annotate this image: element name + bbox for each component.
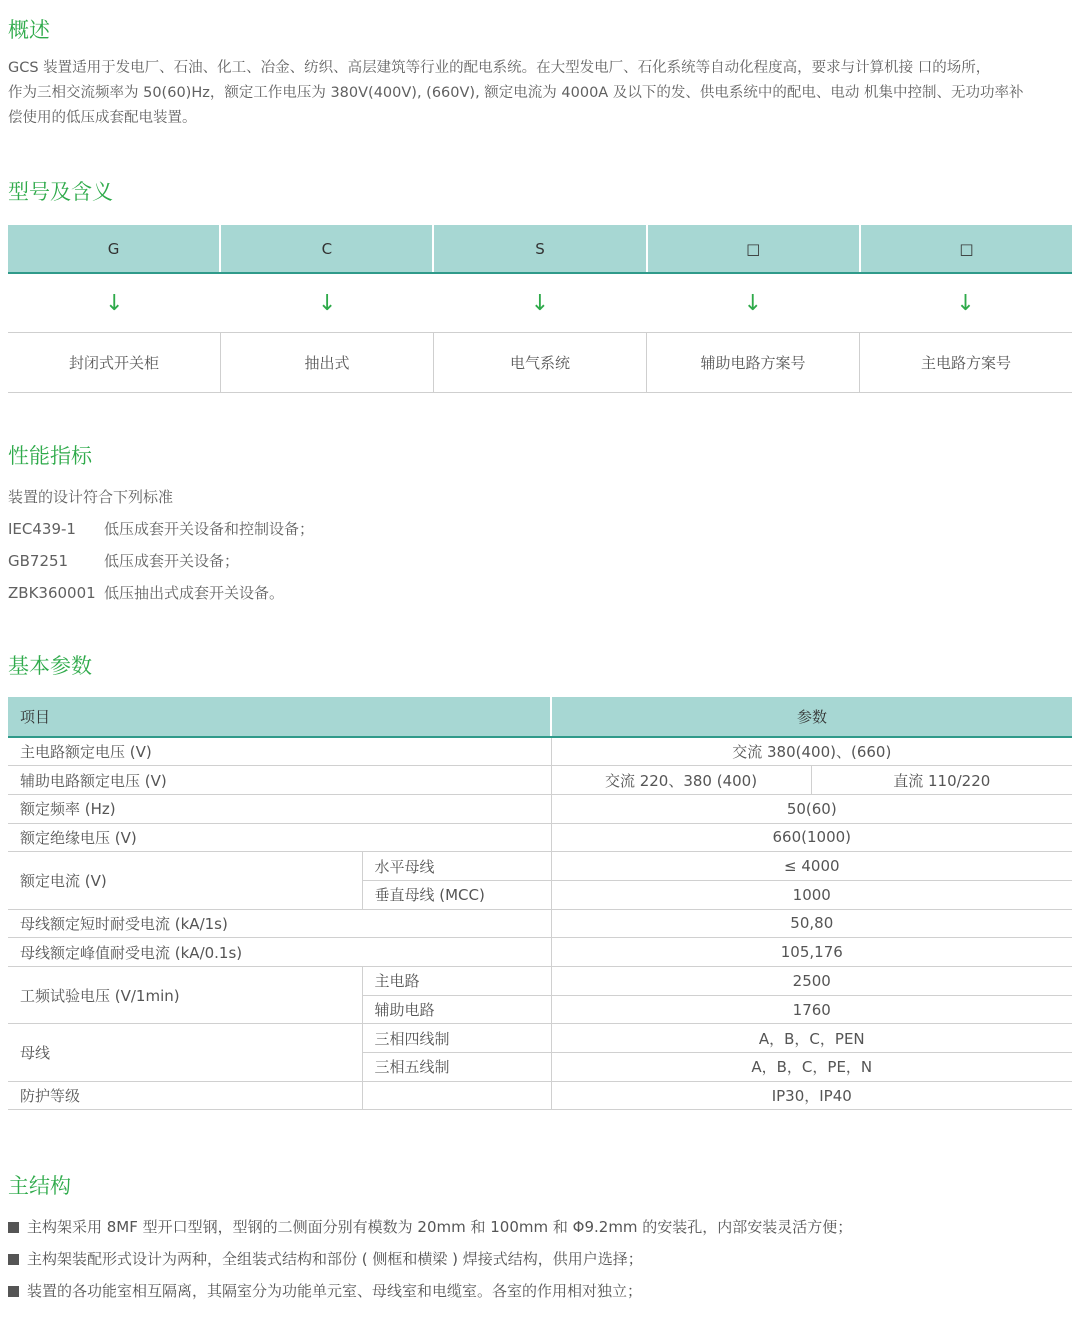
model-meaning-3: 电气系统 — [434, 333, 647, 392]
row-label: 防护等级 — [8, 1081, 362, 1110]
row-label: 母线额定短时耐受电流 (kA/1s) — [8, 909, 551, 938]
row-value: 1760 — [551, 995, 1072, 1024]
table-row — [8, 823, 1072, 852]
row-value: 105,176 — [551, 938, 1072, 967]
list-item-text: 主构架装配形式设计为两种，全组装式结构和部份 ( 侧框和横梁 ) 焊接式结构，供用户选择； — [27, 1250, 643, 1268]
arrow-down-icon: ↓ — [105, 290, 124, 316]
model-title: 型号及含义 — [8, 180, 113, 204]
arrow-down-icon: ↓ — [530, 290, 550, 316]
row-sublabel: 主电路 — [362, 967, 551, 996]
model-meaning-4: 辅助电路方案号 — [647, 333, 860, 392]
standard-text: 低压抽出式成套开关设备。 — [104, 584, 285, 602]
row-value: A，B，C，PEN — [551, 1024, 1072, 1053]
overview-line-3: 偿使用的低压成套配电装置。 — [8, 110, 197, 126]
arrow-down-icon: ↓ — [956, 290, 975, 316]
row-label: 辅助电路额定电压 (V) — [8, 766, 551, 795]
model-meaning-1: 封闭式开关柜 — [8, 333, 221, 392]
arrow-down-icon: ↓ — [743, 290, 762, 316]
params-header-value: 参数 — [551, 697, 1072, 737]
row-value: 2500 — [551, 967, 1072, 996]
square-bullet-icon — [8, 1286, 19, 1297]
row-label: 母线 — [8, 1024, 362, 1081]
row-value: 50,80 — [551, 909, 1072, 938]
overview-line-1: GCS 装置适用于发电厂、石油、化工、冶金、纺织、高层建筑等行业的配电系统。在大型发电厂、石化系统等自动化程度高，要求与计算机接 口的场所， — [8, 60, 991, 76]
standard-code: ZBK360001 — [8, 584, 96, 602]
standard-item — [8, 550, 239, 571]
row-label: 额定绝缘电压 (V) — [8, 823, 551, 852]
standard-code: IEC439-1 — [8, 520, 76, 538]
params-title: 基本参数 — [8, 654, 92, 678]
row-label: 额定频率 (Hz) — [8, 794, 551, 823]
row-sublabel: 垂直母线 (MCC) — [362, 880, 551, 909]
list-item-text: 装置的各功能室相互隔离，其隔室分为功能单元室、母线室和电缆室。各室的作用相对独立； — [27, 1282, 643, 1300]
row-label: 母线额定峰值耐受电流 (kA/0.1s) — [8, 938, 551, 967]
row-sublabel: 三相四线制 — [362, 1024, 551, 1053]
row-sublabel-empty — [362, 1081, 551, 1110]
performance-title: 性能指标 — [8, 444, 92, 468]
row-label: 主电路额定电压 (V) — [8, 737, 551, 766]
table-row — [8, 794, 1072, 823]
row-value: 1000 — [551, 880, 1072, 909]
row-label: 工频试验电压 (V/1min) — [8, 967, 362, 1024]
row-label: 额定电流 (V) — [8, 852, 362, 909]
overview-title: 概述 — [8, 18, 50, 42]
model-code-g: G — [8, 225, 221, 272]
standard-item — [8, 518, 314, 539]
row-value: ≤ 4000 — [551, 852, 1072, 881]
table-row — [8, 909, 1072, 938]
arrow-down-icon: ↓ — [317, 290, 337, 316]
standard-text: 低压成套开关设备和控制设备； — [104, 520, 315, 538]
overview-text — [8, 56, 1074, 131]
params-header-row — [8, 697, 1072, 737]
model-meaning-row — [8, 333, 1072, 393]
row-value: 交流 380(400)、(660) — [551, 737, 1072, 766]
model-code-row — [8, 225, 1072, 274]
list-item — [8, 1280, 642, 1301]
table-row — [8, 1024, 1072, 1053]
row-sublabel: 水平母线 — [362, 852, 551, 881]
list-item-text: 主构架采用 8MF 型开口型钢，型钢的二侧面分别有模数为 20mm 和 100mm 和 Φ9.2mm 的安装孔，内部安装灵活方便； — [27, 1218, 853, 1236]
table-row — [8, 967, 1072, 996]
model-code-c: C — [221, 225, 434, 272]
square-bullet-icon — [8, 1222, 19, 1233]
model-table — [8, 225, 1072, 391]
standard-code: GB7251 — [8, 552, 69, 570]
row-value: 660(1000) — [551, 823, 1072, 852]
model-code-box-aux: □ — [648, 225, 861, 272]
row-sublabel: 辅助电路 — [362, 995, 551, 1024]
square-bullet-icon — [8, 1254, 19, 1265]
model-meaning-5: 主电路方案号 — [920, 354, 1011, 372]
row-value: A，B，C，PE，N — [551, 1053, 1072, 1082]
overview-line-2: 作为三相交流频率为 50(60)Hz，额定工作电压为 380V(400V), (660V), 额定电流为 4000A 及以下的发、供电系统中的配电、电动 机集中控制、无功功率补 — [8, 85, 1024, 101]
model-code-box-main: □ — [959, 239, 974, 258]
row-sublabel: 三相五线制 — [362, 1053, 551, 1082]
row-value: IP30，IP40 — [551, 1081, 1072, 1110]
model-meaning-2: 抽出式 — [221, 333, 434, 392]
performance-intro: 装置的设计符合下列标准 — [8, 488, 174, 506]
table-row — [8, 766, 1072, 795]
table-row — [8, 737, 1072, 766]
list-item — [8, 1216, 852, 1237]
list-item — [8, 1248, 643, 1269]
row-value: 50(60) — [551, 794, 1072, 823]
table-row — [8, 1081, 1072, 1110]
row-value-ac: 交流 220、380 (400) — [551, 766, 811, 795]
params-table — [8, 697, 1072, 1110]
standard-item — [8, 582, 284, 603]
table-row — [8, 938, 1072, 967]
params-header-item: 项目 — [8, 697, 551, 737]
model-arrow-row — [8, 274, 1072, 333]
structure-title: 主结构 — [8, 1174, 71, 1198]
model-code-s: S — [434, 225, 647, 272]
row-value-dc: 直流 110/220 — [811, 766, 1072, 795]
standard-text: 低压成套开关设备； — [104, 552, 240, 570]
table-row — [8, 852, 1072, 881]
